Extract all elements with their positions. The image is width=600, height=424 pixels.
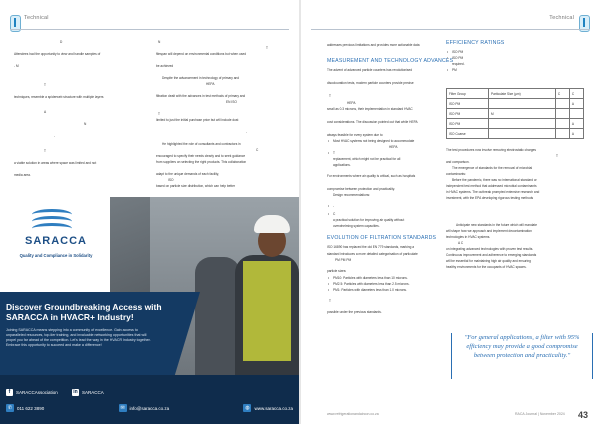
facebook-link[interactable]: f SARACCAssociation	[6, 389, 58, 396]
paragraph: on integrating advanced technologies with proven test results.	[446, 247, 534, 251]
paragraph: EN ISO	[226, 100, 237, 104]
table-row: ISO PM A	[447, 99, 584, 109]
paragraph: small as 0.3 microns, their implementation in standard HVAC	[327, 107, 413, 111]
phone-link[interactable]: ✆ 011 622 3890	[7, 405, 45, 411]
paragraph: C	[256, 148, 259, 152]
saracca-advert[interactable]	[0, 197, 299, 424]
bullet-item: • PM1: Particles with diameters less than 1.0 microns.	[327, 288, 465, 293]
paragraph: - M	[14, 64, 19, 68]
saracca-logo	[10, 207, 102, 258]
paragraph: The advent of advanced particle counters has revolutionised	[327, 68, 413, 72]
paragraph: T	[556, 154, 558, 158]
paragraph: will shape how we approach and implement decontamination	[446, 229, 532, 233]
bullet-item: • ISO PM	[446, 50, 586, 55]
paragraph: healthy environments for the occupants of HVAC spaces.	[446, 265, 527, 269]
ad-body: Joining SARACCA means stepping into a community of excellence. Gain access to unparalleled resources, top-tier training, and invaluable networking opportunities that will propel you far ahead of the competition. Let's lead the way in the HVACR industry together. Embrace this opportunity to succeed and make a difference!	[6, 328, 151, 347]
right-page	[301, 0, 600, 424]
paragraph: addresses previous limitations and provides more actionable data	[327, 43, 420, 47]
paragraph: Before the pandemic, there was no international standard or	[452, 178, 537, 182]
table-header: Particulate Size (µm)	[489, 89, 556, 99]
paragraph: in HVAC systems. The outbreak prompted extensive research and	[446, 190, 540, 194]
left-page	[0, 0, 299, 424]
paragraph: particle sizes:	[327, 269, 347, 273]
pull-quote	[451, 333, 593, 379]
paragraph: discolouration tests, modern particle counters provide precise	[327, 81, 414, 85]
section-heading: EVOLUTION OF FILTRATION STANDARDS	[327, 235, 437, 241]
footer-url[interactable]: www.refrigerationandaircon.co.za	[327, 412, 379, 416]
paragraph: T	[329, 299, 331, 303]
section-label: Technical	[24, 15, 49, 21]
ad-footer	[0, 375, 299, 424]
paragraph: from suppliers on selecting the right products. This collaboration	[156, 160, 247, 164]
logo-name: SARACCA	[25, 235, 87, 247]
paragraph: based on particle size distribution, which can help better	[156, 184, 236, 188]
paragraph: applications.	[333, 163, 351, 167]
paragraph: Despite the advancement in technology of primary and	[162, 76, 240, 80]
paragraph: D	[60, 40, 63, 44]
paragraph: A	[44, 110, 47, 114]
paragraph: T	[44, 149, 46, 153]
phone-icon: ✆	[7, 405, 13, 411]
paragraph: filespan will depend on environmental conditions but when used	[156, 52, 247, 56]
paragraph: The test procedures now involve removing electrostatic charges	[446, 148, 537, 152]
paragraph: HEPA	[347, 101, 356, 105]
filter-group-table	[446, 88, 584, 139]
hard-hat-icon	[254, 215, 290, 233]
bullet-item: • PM2.5: Particles with diameters less than 2.5 microns.	[327, 282, 465, 287]
paragraph: -	[54, 134, 56, 138]
paragraph: T	[44, 83, 46, 87]
paragraph: cost considerations. The discussion pointed out that while HEPA	[327, 120, 418, 124]
logo-tagline: Quality and Compliance in Solidarity	[19, 253, 93, 258]
paragraph: ISO	[168, 178, 174, 182]
paragraph: ISO 16890 has replaced the old EN 779 standards, marking a	[327, 245, 415, 249]
paragraph: The emergence of standards for the removal of microbial	[452, 166, 533, 170]
paragraph: encouraged to specify their needs clearly and to seek guidance	[156, 154, 246, 158]
left-header	[10, 10, 289, 30]
paragraph: HEPA	[206, 82, 215, 86]
paragraph: possible under the previous standards.	[327, 310, 382, 314]
bullet-item: • -	[327, 204, 465, 209]
paragraph: a viable solution in areas where space was limited and not	[14, 161, 97, 165]
email-link[interactable]: ✉ info@saracca.co.za	[120, 405, 170, 411]
paragraph: T	[329, 94, 331, 98]
paragraph: filtration dealt with the advances in test methods of primary and	[156, 94, 246, 98]
bullet-item: • PM	[446, 68, 586, 73]
paragraph: T	[158, 112, 160, 116]
paragraph: Attendees had the opportunity to view and handle samples of	[14, 52, 101, 56]
pull-quote-text: "For general applications, a filter with 95% efficiency may provide a good compromise between protection and practicality."	[464, 334, 580, 359]
right-column-1	[327, 43, 465, 321]
paragraph: adapt to the unique demands of each facility,	[156, 172, 220, 176]
paragraph: always feasible for every system due to	[327, 133, 383, 137]
section-heading: MEASUREMENT AND TECHNOLOGY ADVANCES	[327, 58, 454, 64]
right-header	[311, 10, 590, 30]
contact-bar	[6, 403, 293, 413]
page-number: 43	[577, 410, 588, 420]
paragraph: N	[84, 122, 87, 126]
footer-issue: RACA Journal | November 2024	[515, 412, 565, 416]
table-header: C	[569, 89, 583, 99]
table-row: ISO Coarse A	[447, 129, 584, 139]
paragraph: overwhelming system capacities.	[333, 224, 380, 228]
paragraph: HEPA	[389, 145, 398, 149]
paragraph: replacement, which might not be practical for all	[333, 157, 401, 161]
linkedin-link[interactable]: in SARACCA	[73, 389, 104, 395]
facebook-icon: f	[6, 389, 13, 396]
paragraph: limited to just the initial purchase price but will include dust	[156, 118, 239, 122]
bullet-item: • ISO PM	[446, 56, 586, 61]
paragraph: T	[266, 46, 268, 50]
left-text-column	[14, 40, 149, 185]
website-link[interactable]: ◍ www.saracca.co.za	[245, 405, 293, 411]
paragraph: Anticipate new standards in the future which will mandate	[456, 223, 537, 227]
ad-title: Discover Groundbreaking Access with SARACCA in HVACR+ Industry!	[6, 302, 162, 322]
paragraph: and comparison.	[446, 160, 470, 164]
paragraph: He highlighted the role of consultants and contractors in	[162, 142, 241, 146]
middle-text-column	[156, 40, 291, 196]
paragraph: investment, with the EPA developing rigorous testing methods	[446, 196, 534, 200]
section-heading: EFFICIENCY RATINGS	[446, 40, 505, 46]
table-header: C	[555, 89, 569, 99]
bullet-item: • T	[327, 151, 465, 156]
paragraph: will be essential for maintaining high air quality and ensuring	[446, 259, 531, 263]
paragraph: A C	[458, 241, 464, 245]
section-label: Technical	[549, 15, 574, 21]
bullet-item: • PM10: Particles with diameters less than 10 microns.	[327, 276, 465, 281]
waves-icon	[32, 207, 72, 233]
bullet-item: • Most HVAC systems not being designed to accommodate	[327, 139, 465, 144]
table-row: ISO PM A	[447, 119, 584, 129]
paragraph: a practical solution for improving air quality without	[333, 218, 405, 222]
paragraph: Continuous improvement and adherence to emerging standards	[446, 253, 537, 257]
paragraph: PM PM PM	[335, 258, 352, 262]
paragraph: be achieved	[156, 64, 174, 68]
paragraph: technologies in HVAC systems.	[446, 235, 491, 239]
paragraph: Design recommendations:	[333, 193, 371, 197]
paragraph: required.	[452, 62, 465, 66]
paragraph: contaminants:	[446, 172, 466, 176]
paragraph: N	[158, 40, 161, 44]
paragraph: independent test method that addressed microbial contaminants	[446, 184, 537, 188]
right-column-2	[446, 40, 586, 79]
mail-icon: ✉	[120, 405, 125, 411]
paragraph: -	[246, 130, 248, 134]
linkedin-icon: in	[73, 389, 78, 395]
paragraph: standard introduces a more detailed categorisation of particulate	[327, 252, 418, 256]
bullet-item: • C	[327, 212, 465, 217]
globe-icon: ◍	[245, 405, 250, 411]
table-header-row	[447, 89, 584, 99]
paragraph: media area.	[14, 173, 31, 177]
table-row: ISO PM M	[447, 109, 584, 119]
right-column-2b	[446, 148, 586, 276]
table-header: Filter Group	[447, 89, 489, 99]
paragraph: compromise between protection and practicality.	[327, 187, 395, 191]
paragraph: techniques, resemble a spiderweb structure with multiple layers	[14, 95, 104, 99]
paragraph: For environments where air quality is critical, such as hospitals	[327, 174, 416, 178]
